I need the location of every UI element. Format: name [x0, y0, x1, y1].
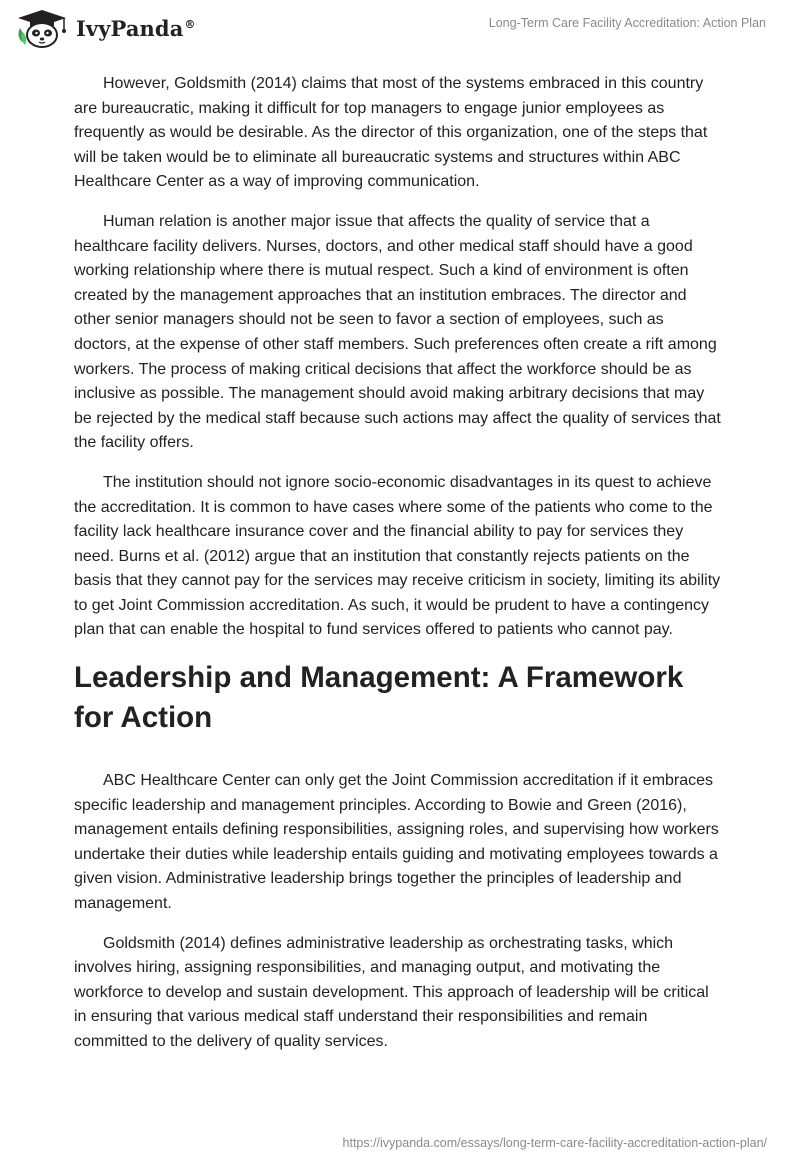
site-logo[interactable]: [14, 8, 196, 48]
document-title: Long-Term Care Facility Accreditation: Action Plan: [488, 16, 766, 30]
paragraph: Human relation is another major issue that affects the quality of service that a healthcare facility delivers. Nurses, doctors, and other medical staff should have a good working relationship where there is mutual respect. Such a kind of environment is often created by the management approaches that an institution embraces. The director and other senior managers should not be seen to favor a section of employees, such as doctors, at the expense of other staff members. Such preferences often create a rift among workers. The process of making critical decisions that affect the workforce should be as inclusive as possible. The management should avoid making arbitrary decisions that may be rejected by the medical staff because such actions may affect the quality of services that the facility offers.: [74, 212, 721, 452]
paragraph: However, Goldsmith (2014) claims that most of the systems embraced in this country are bureaucratic, making it difficult for top managers to engage junior employees as frequently as would be desirable. As the director of this organization, one of the steps that will be taken would be to eliminate all bureaucratic systems and structures within ABC Healthcare Center as a way of improving communication.: [74, 75, 708, 191]
page-header: [0, 0, 800, 70]
brand-name: IvyPanda®: [76, 15, 196, 41]
paragraph: Goldsmith (2014) defines administrative leadership as orchestrating tasks, which involves hiring, assigning responsibilities, and managing output, and motivating the workforce to develop and sustain development. This approach of leadership will be critical in ensuring that various medical staff understand their responsibilities and remain committed to the delivery of quality services.: [74, 934, 709, 1050]
paragraph: ABC Healthcare Center can only get the Joint Commission accreditation if it embraces specific leadership and management principles. According to Bowie and Green (2016), management entails defining responsibilities, assigning roles, and supervising how workers undertake their duties while leadership entails guiding and motivating employees towards a given vision. Administrative leadership brings together the principles of leadership and management.: [74, 772, 719, 913]
source-url[interactable]: https://ivypanda.com/essays/long-term-care-facility-accreditation-action-plan/: [342, 1136, 767, 1150]
article-body: [74, 72, 724, 1070]
registered-mark: ®: [184, 17, 196, 31]
section-heading: Leadership and Management: A Framework for Action: [74, 661, 684, 735]
panda-graduate-icon: [14, 8, 70, 48]
paragraph: The institution should not ignore socio-economic disadvantages in its quest to achieve the accreditation. It is common to have cases where some of the patients who come to the facility lack healthcare insurance cover and the financial ability to pay for services they need. Burns et al. (2012) argue that an institution that constantly rejects patients on the basis that they cannot pay for the services may receive criticism in society, limiting its ability to get Joint Commission accreditation. As such, it would be prudent to have a contingency plan that can enable the hospital to fund services offered to patients who cannot pay.: [74, 473, 721, 639]
